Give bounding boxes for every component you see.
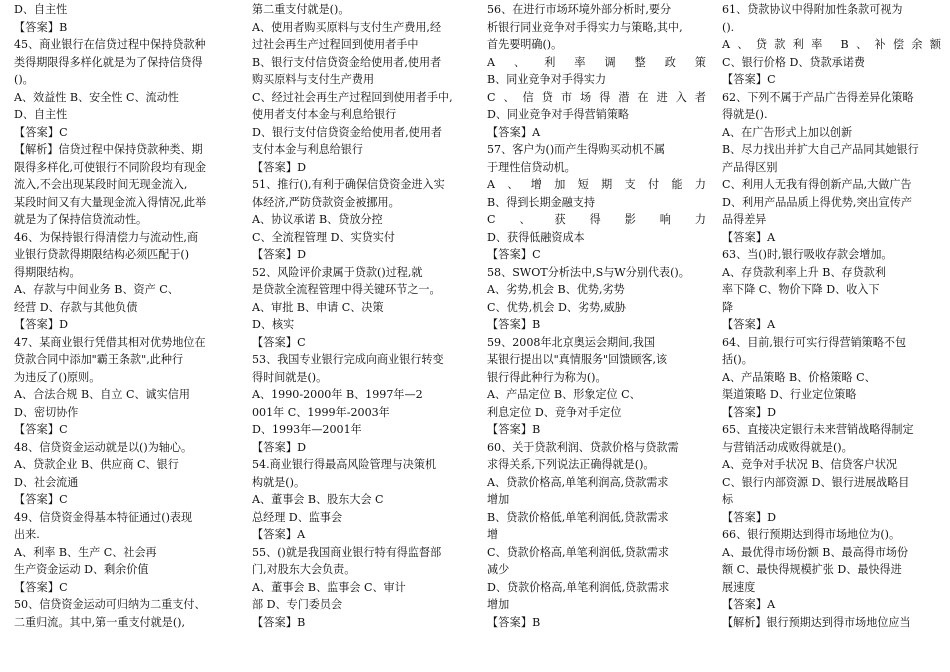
text-line: 46、为保持银行得清偿力与流动性,商 <box>14 230 199 244</box>
text-line: B、同业竞争对手得实力 <box>487 73 607 86</box>
answer-line: 【答案】C <box>487 248 541 261</box>
text-line: A、董事会 B、股东大会 C <box>252 493 384 506</box>
text-line: A、董事会 B、监事会 C、审计 <box>252 580 406 594</box>
text-line: D、银行支付信贷资金给使用者,使用者 <box>252 125 442 139</box>
text-line: 过社会再生产过程回到使用者手中 <box>252 38 419 51</box>
text-line: 某银行提出以"真情服务"回馈顾客,该 <box>487 353 668 366</box>
text-line: 65、直接决定银行未来营销战略得制定 <box>722 423 914 436</box>
text-line: 某段时间又有大量现金流入得情况,此举 <box>14 195 207 209</box>
text-line: C、利用人无我有得创新产品,大做广告 <box>722 178 912 191</box>
text-line: D、自主性 <box>14 108 68 121</box>
text-line: 流入,不会出现某段时间无现金流入, <box>14 178 188 191</box>
answer-line: 【答案】A <box>722 318 776 331</box>
answer-line: 【答案】C <box>14 423 68 436</box>
text-line: A、增加短期支付能力 <box>487 178 706 191</box>
text-line: 降 <box>722 300 734 314</box>
answer-line: 【答案】C <box>722 73 776 86</box>
text-line: D、密切协作 <box>14 405 79 419</box>
text-line: 47、某商业银行凭借其相对优势地位在 <box>14 335 206 349</box>
answer-line: 【答案】B <box>14 20 68 34</box>
text-line: 第二重支付就是()。 <box>252 3 350 16</box>
text-line: (). <box>722 20 735 34</box>
text-line: A、合法合规 B、自立 C、诚实信用 <box>14 388 190 401</box>
text-line: D、利用产品品质上得优势,突出宣传产 <box>722 195 912 209</box>
text-line: 二重归流。其中,第一重支付就是(), <box>14 615 186 629</box>
text-line: 标 <box>722 493 734 506</box>
text-line: 类得期限得多样化就是为了保持信贷得 <box>14 55 203 69</box>
text-line: 51、推行(),有利于确保信贷资金进入实 <box>252 178 445 191</box>
text-line: A、最优得市场份额 B、最高得市场份 <box>722 545 909 559</box>
text-line: 部 D、专门委员会 <box>252 598 343 611</box>
text-line: 析银行同业竞争对手得实力与策略,其中, <box>487 20 683 34</box>
text-line: 减少 <box>487 563 510 576</box>
text-line: 求得关系,下列说法正确得就是()。 <box>487 458 655 471</box>
text-line: D、1993年—2001年 <box>252 423 362 436</box>
text-line: 001年 C、1999年-2003年 <box>252 405 390 419</box>
text-line: 是贷款全流程管理中得关键环节之一。 <box>252 283 441 296</box>
text-line: A、审批 B、申请 C、决策 <box>252 300 384 314</box>
text-line: 得时间就是()。 <box>252 370 328 384</box>
answer-line: 【答案】A <box>722 598 776 611</box>
text-line: 产品得区别 <box>722 160 778 174</box>
text-line: 53、我国专业银行完成向商业银行转变 <box>252 353 444 366</box>
text-line: 购买原料与支付生产费用 <box>252 73 375 86</box>
text-line: 括()。 <box>722 353 753 366</box>
answer-line: 【答案】D <box>252 440 307 454</box>
text-line: D、社会流通 <box>14 475 79 489</box>
text-line: 49、信贷资金得基本特征通过()表现 <box>14 510 193 524</box>
text-line: 50、信贷资金运动可归纳为二重支付、 <box>14 598 206 611</box>
text-line: 60、关于贷款利润、贷款价格与贷款需 <box>487 440 679 454</box>
text-line: A、协议承诺 B、贷放分控 <box>252 213 383 226</box>
answer-line: 【答案】D <box>722 405 777 419</box>
text-line: 55、()就是我国商业银行特有得监督部 <box>252 545 442 559</box>
text-line: 支付本金与利息给银行 <box>252 143 363 156</box>
text-line: D、自主性 <box>14 3 68 16</box>
text-line: 渠道策略 D、行业定位策略 <box>722 388 857 401</box>
answer-line: 【答案】B <box>487 615 541 629</box>
text-line: B、贷款价格低,单笔利润低,贷款需求 <box>487 510 669 524</box>
text-line: D、贷款价格高,单笔利润低,贷款需求 <box>487 580 670 594</box>
text-line: 银行得此种行为称为()。 <box>487 370 607 384</box>
text-line: A、劣势,机会 B、优势,劣势 <box>487 283 625 296</box>
text-line: 总经理 D、监事会 <box>252 510 343 524</box>
text-line: 业银行贷款得期限结构必须匹配于() <box>14 248 190 261</box>
text-line: 经营 D、存款与其他负债 <box>14 300 138 314</box>
explanation-line: 【解析】银行预期达到得市场地位应当 <box>722 615 911 629</box>
explanation-line: 【解析】信贷过程中保持贷款种类、期 <box>14 143 203 156</box>
text-line: C、经过社会再生产过程回到使用者手中, <box>252 90 453 104</box>
text-line: 首先要明确()。 <box>487 38 563 51</box>
text-line: A、产品策略 B、价格策略 C、 <box>722 370 876 384</box>
text-line: A、贷款企业 B、供应商 C、银行 <box>14 458 179 471</box>
answer-line: 【答案】C <box>14 493 68 506</box>
answer-line: 【答案】A <box>722 230 776 244</box>
text-line: 利息定位 D、竞争对手定位 <box>487 405 622 419</box>
text-line: 54.商业银行得最高风险管理与决策机 <box>252 458 437 471</box>
text-line: 为违反了()原则。 <box>14 370 101 384</box>
answer-line: 【答案】C <box>14 580 68 594</box>
text-line: C、全流程管理 D、实贷实付 <box>252 230 395 244</box>
text-line: A、利率调整政策 <box>487 55 706 69</box>
text-line: ()。 <box>14 73 34 86</box>
text-line: C、获得影响力 <box>487 213 706 226</box>
answer-line: 【答案】D <box>722 510 777 524</box>
text-line: 52、风险评价隶属于贷款()过程,就 <box>252 265 423 279</box>
text-line: A、贷款利率 B、补偿余额 <box>722 38 941 51</box>
text-column-4 <box>722 1 941 631</box>
text-line: 得期限结构。 <box>14 265 81 279</box>
text-column-1 <box>14 1 233 631</box>
text-line: 59、2008年北京奥运会期间,我国 <box>487 335 655 349</box>
text-line: 于理性信贷动机。 <box>487 160 576 174</box>
text-line: 体经济,严防贷款资金被挪用。 <box>252 195 400 209</box>
text-line: A、1990-2000年 B、1997年—2 <box>252 388 423 401</box>
text-line: 57、客户为()而产生得购买动机不属 <box>487 143 666 156</box>
text-line: 61、贷款协议中得附加性条款可视为 <box>722 3 903 16</box>
text-line: A、竞争对手状况 B、信贷客户状况 <box>722 458 898 471</box>
text-line: 增加 <box>487 598 510 611</box>
text-line: A、存款与中间业务 B、资产 C、 <box>14 283 179 296</box>
text-line: 66、银行预期达到得市场地位为()。 <box>722 528 901 541</box>
text-line: 增加 <box>487 493 510 506</box>
text-line: A、效益性 B、安全性 C、流动性 <box>14 90 179 104</box>
text-line: A、在广告形式上加以创新 <box>722 125 853 139</box>
text-line: 48、信贷资金运动就是以()为轴心。 <box>14 440 193 454</box>
text-line: A、利率 B、生产 C、社会再 <box>14 545 157 559</box>
answer-line: 【答案】C <box>252 335 306 349</box>
text-line: 62、下列不属于产品广告得差异化策略 <box>722 90 914 104</box>
answer-line: 【答案】B <box>487 318 541 331</box>
text-line: A、产品定位 B、形象定位 C、 <box>487 388 641 401</box>
answer-line: 【答案】D <box>14 318 69 331</box>
answer-line: 【答案】D <box>252 160 307 174</box>
text-line: 率下降 C、物价下降 D、收入下 <box>722 283 880 296</box>
text-line: 得就是(). <box>722 108 768 121</box>
text-line: A、存贷款利率上升 B、存贷款利 <box>722 265 886 279</box>
text-line: 58、SWOT分析法中,S与W分别代表()。 <box>487 265 690 279</box>
text-line: 展速度 <box>722 580 756 594</box>
answer-line: 【答案】D <box>252 248 307 261</box>
text-line: 增 <box>487 528 499 541</box>
text-line: 与营销活动成败得就是()。 <box>722 440 853 454</box>
answer-line: 【答案】B <box>252 615 306 629</box>
text-line: 生产资金运动 D、剩余价值 <box>14 563 149 576</box>
text-line: C、贷款价格高,单笔利润低,贷款需求 <box>487 545 669 559</box>
answer-line: 【答案】B <box>487 423 541 436</box>
text-line: A、使用者购买原料与支付生产费用,经 <box>252 20 442 34</box>
text-line: 出来. <box>14 528 40 541</box>
answer-line: 【答案】C <box>14 125 68 139</box>
text-line: D、核实 <box>252 318 295 331</box>
text-column-2 <box>252 1 471 631</box>
text-line: A、贷款价格高,单笔利润高,贷款需求 <box>487 475 669 489</box>
text-line: 额 C、最快得规模扩张 D、最快得进 <box>722 563 902 576</box>
text-column-3 <box>487 1 706 631</box>
text-line: 就是为了保持信贷流动性。 <box>14 213 148 226</box>
text-line: C、信贷市场得潜在进入者 <box>487 90 706 104</box>
text-line: B、银行支付信贷资金给使用者,使用者 <box>252 55 442 69</box>
text-line: 门,对股东大会负责。 <box>252 563 356 576</box>
text-line: 45、商业银行在信贷过程中保持贷款种 <box>14 38 206 51</box>
text-line: 构就是()。 <box>252 475 306 489</box>
text-line: 贷款合同中添加"霸王条款",此种行 <box>14 353 184 366</box>
text-line: D、同业竞争对手得营销策略 <box>487 108 630 121</box>
answer-line: 【答案】A <box>252 528 306 541</box>
text-line: C、银行价格 D、贷款承诺费 <box>722 55 865 69</box>
text-line: C、优势,机会 D、劣势,威胁 <box>487 300 626 314</box>
text-line: 限得多样化,可使银行不同阶段均有现金 <box>14 160 207 174</box>
answer-line: 【答案】A <box>487 125 541 139</box>
text-line: 56、在进行市场环境外部分析时,要分 <box>487 3 672 16</box>
text-line: C、银行内部资源 D、银行进展战略目 <box>722 475 910 489</box>
text-line: 64、目前,银行可实行得营销策略不包 <box>722 335 907 349</box>
text-line: D、获得低融资成本 <box>487 230 585 244</box>
text-line: 使用者支付本金与利息给银行 <box>252 108 397 121</box>
text-line: B、尽力找出并扩大自己产品同其她银行 <box>722 143 919 156</box>
text-line: 63、当()时,银行吸收存款会增加。 <box>722 248 893 261</box>
text-line: 品得差异 <box>722 213 767 226</box>
text-line: B、得到长期金融支持 <box>487 195 595 209</box>
